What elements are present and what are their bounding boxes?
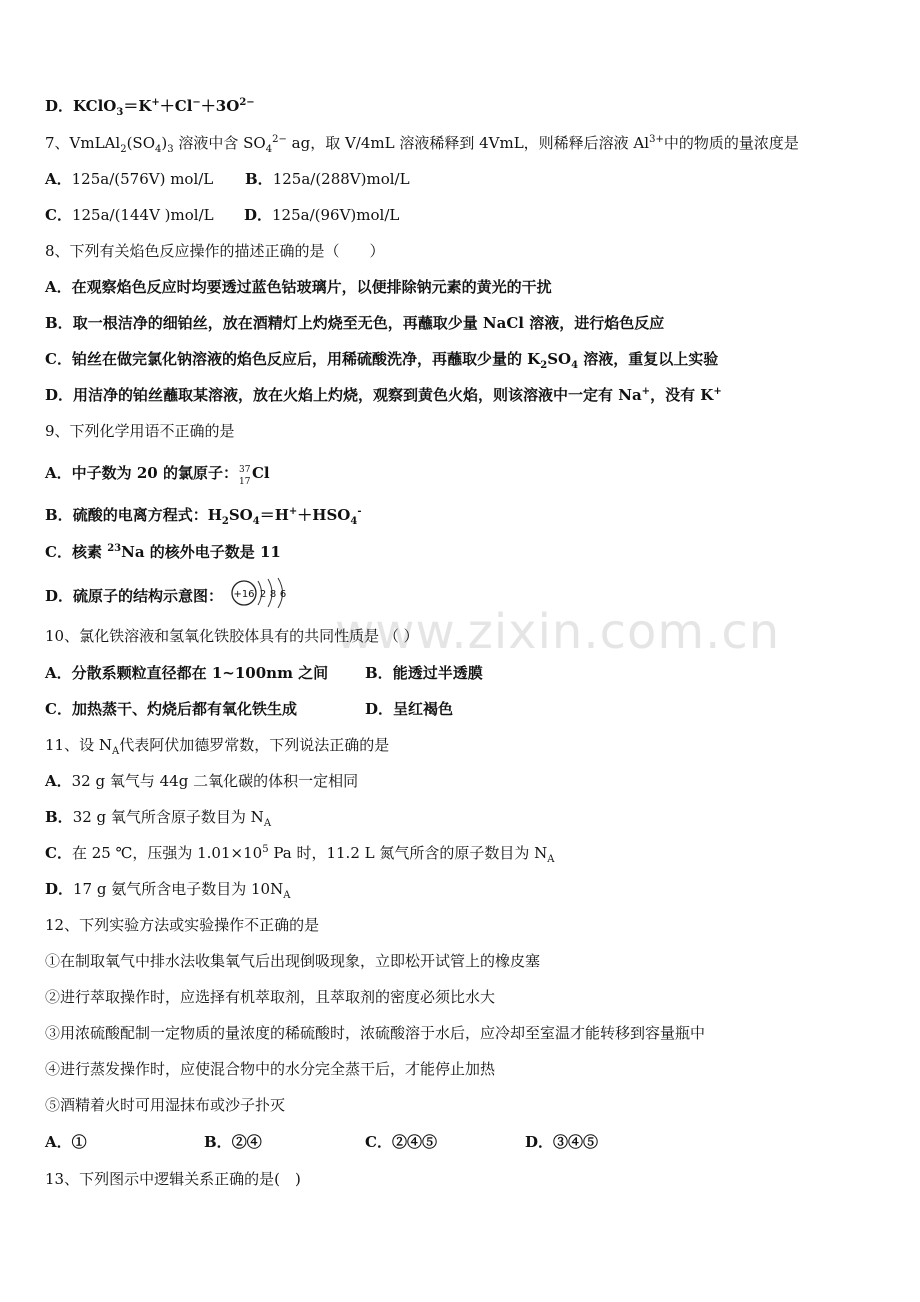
- q8-option-b: B．取一根洁净的细铂丝，放在酒精灯上灼烧至无色，再蘸取少量 NaCl 溶液，进行焰色反应: [45, 314, 665, 332]
- q12-item-1: ①在制取氧气中排水法收集氧气后出现倒吸现象，立即松开试管上的橡皮塞: [45, 952, 541, 970]
- q12-item-4: ④进行蒸发操作时，应使混合物中的水分完全蒸干后，才能停止加热: [45, 1060, 496, 1078]
- q10-options-ab: [45, 663, 845, 683]
- q6-option-d: D．$KClO_3=K^++Cl^-+3O^{2-}$: [45, 97, 255, 118]
- q11-option-d: D．17 g 氨气所含电子数目为 $10N_A$: [45, 880, 291, 901]
- q10-option-d: D．呈红褐色: [365, 700, 454, 718]
- q10-option-b: B．能透过半透膜: [365, 664, 483, 682]
- q8-stem: 8、下列有关焰色反应操作的描述正确的是（ ）: [45, 242, 385, 260]
- q12-options: [45, 1132, 845, 1152]
- shell-count-3: 6: [280, 589, 287, 600]
- q11-option-c: C．在 25 ℃，压强为 $1.01\times 10^5$ Pa 时，11.2 L 氮气所含的原子数目为 $N_A$: [45, 844, 555, 865]
- q9-stem: 9、下列化学用语不正确的是: [45, 422, 235, 440]
- q10-option-a: A．分散系颗粒直径都在 1~100nm 之间: [45, 664, 329, 682]
- q11-option-b: B．32 g 氧气所含原子数目为 $N_A$: [45, 808, 272, 829]
- q9-option-d: D．硫原子的结构示意图： +16 2 8 6: [45, 584, 300, 606]
- q12-option-b: B．②④: [204, 1133, 262, 1151]
- watermark: www.zixin.com.cn: [335, 604, 781, 660]
- q7-options-ab: [45, 169, 845, 189]
- q7-options-cd: [45, 205, 845, 225]
- nucleus-charge: +16: [233, 589, 255, 600]
- q7-option-a: A．125a/(576V) mol/L: [45, 170, 214, 188]
- q12-option-c: C．②④⑤: [365, 1133, 437, 1151]
- q13-stem: 13、下列图示中逻辑关系正确的是( ): [45, 1170, 301, 1188]
- q8-option-a: A．在观察焰色反应时均要透过蓝色钴玻璃片，以便排除钠元素的黄光的干扰: [45, 278, 552, 296]
- shell-count-1: 2: [260, 589, 267, 600]
- q12-option-a: A．①: [45, 1133, 87, 1151]
- q12-option-d: D．③④⑤: [525, 1133, 599, 1151]
- shell-count-2: 8: [270, 589, 277, 600]
- q7-option-c: C．125a/(144V )mol/L: [45, 206, 214, 224]
- q8-option-d: D．用洁净的铂丝蘸取某溶液，放在火焰上灼烧，观察到黄色火焰，则该溶液中一定有 Na+，没有 K+: [45, 386, 722, 404]
- q9-option-a: A．中子数为 20 的氯原子： 37 17 Cl: [45, 464, 270, 487]
- q12-item-3: ③用浓硫酸配制一定物质的量浓度的稀硫酸时，浓硫酸溶于水后，应冷却至室温才能转移到容量瓶中: [45, 1024, 706, 1042]
- q9-option-c: C．核素 $^{23}$Na 的核外电子数是 11: [45, 543, 281, 561]
- q7-stem: 7、$VmLAl_2(SO_4)_3$ 溶液中含 $SO_4^{2-}$ ag，取 V/4mL 溶液稀释到 4VmL，则稀释后溶液 $Al^{3+}$中的物质的量浓度是: [45, 134, 799, 155]
- q12-item-5: ⑤酒精着火时可用湿抹布或沙子扑灭: [45, 1096, 286, 1114]
- q10-option-c: C．加热蒸干、灼烧后都有氧化铁生成: [45, 700, 297, 718]
- q8-option-c: C．铂丝在做完氯化钠溶液的焰色反应后，用稀硫酸洗净，再蘸取少量的 $K_2SO_4$ 溶液，重复以上实验: [45, 350, 719, 371]
- q7-option-d: D．125a/(96V)mol/L: [244, 206, 400, 224]
- q10-options-cd: [45, 699, 845, 719]
- q9-option-b: B．硫酸的电离方程式：$H_2SO_4=H^++HSO_4^-$: [45, 506, 362, 527]
- q7-option-b: B．125a/(288V)mol/L: [245, 170, 410, 188]
- isotope-notation: 37 17: [238, 465, 251, 487]
- sulfur-atom-diagram-icon: [228, 576, 300, 610]
- q11-option-a: A．32 g 氧气与 44g 二氧化碳的体积一定相同: [45, 772, 359, 790]
- q12-stem: 12、下列实验方法或实验操作不正确的是: [45, 916, 320, 934]
- q12-item-2: ②进行萃取操作时，应选择有机萃取剂，且萃取剂的密度必须比水大: [45, 988, 496, 1006]
- q11-stem: 11、设 $N_A$代表阿伏加德罗常数，下列说法正确的是: [45, 736, 390, 757]
- q10-stem: 10、氯化铁溶液和氢氧化铁胶体具有的共同性质是 （ ）: [45, 627, 419, 645]
